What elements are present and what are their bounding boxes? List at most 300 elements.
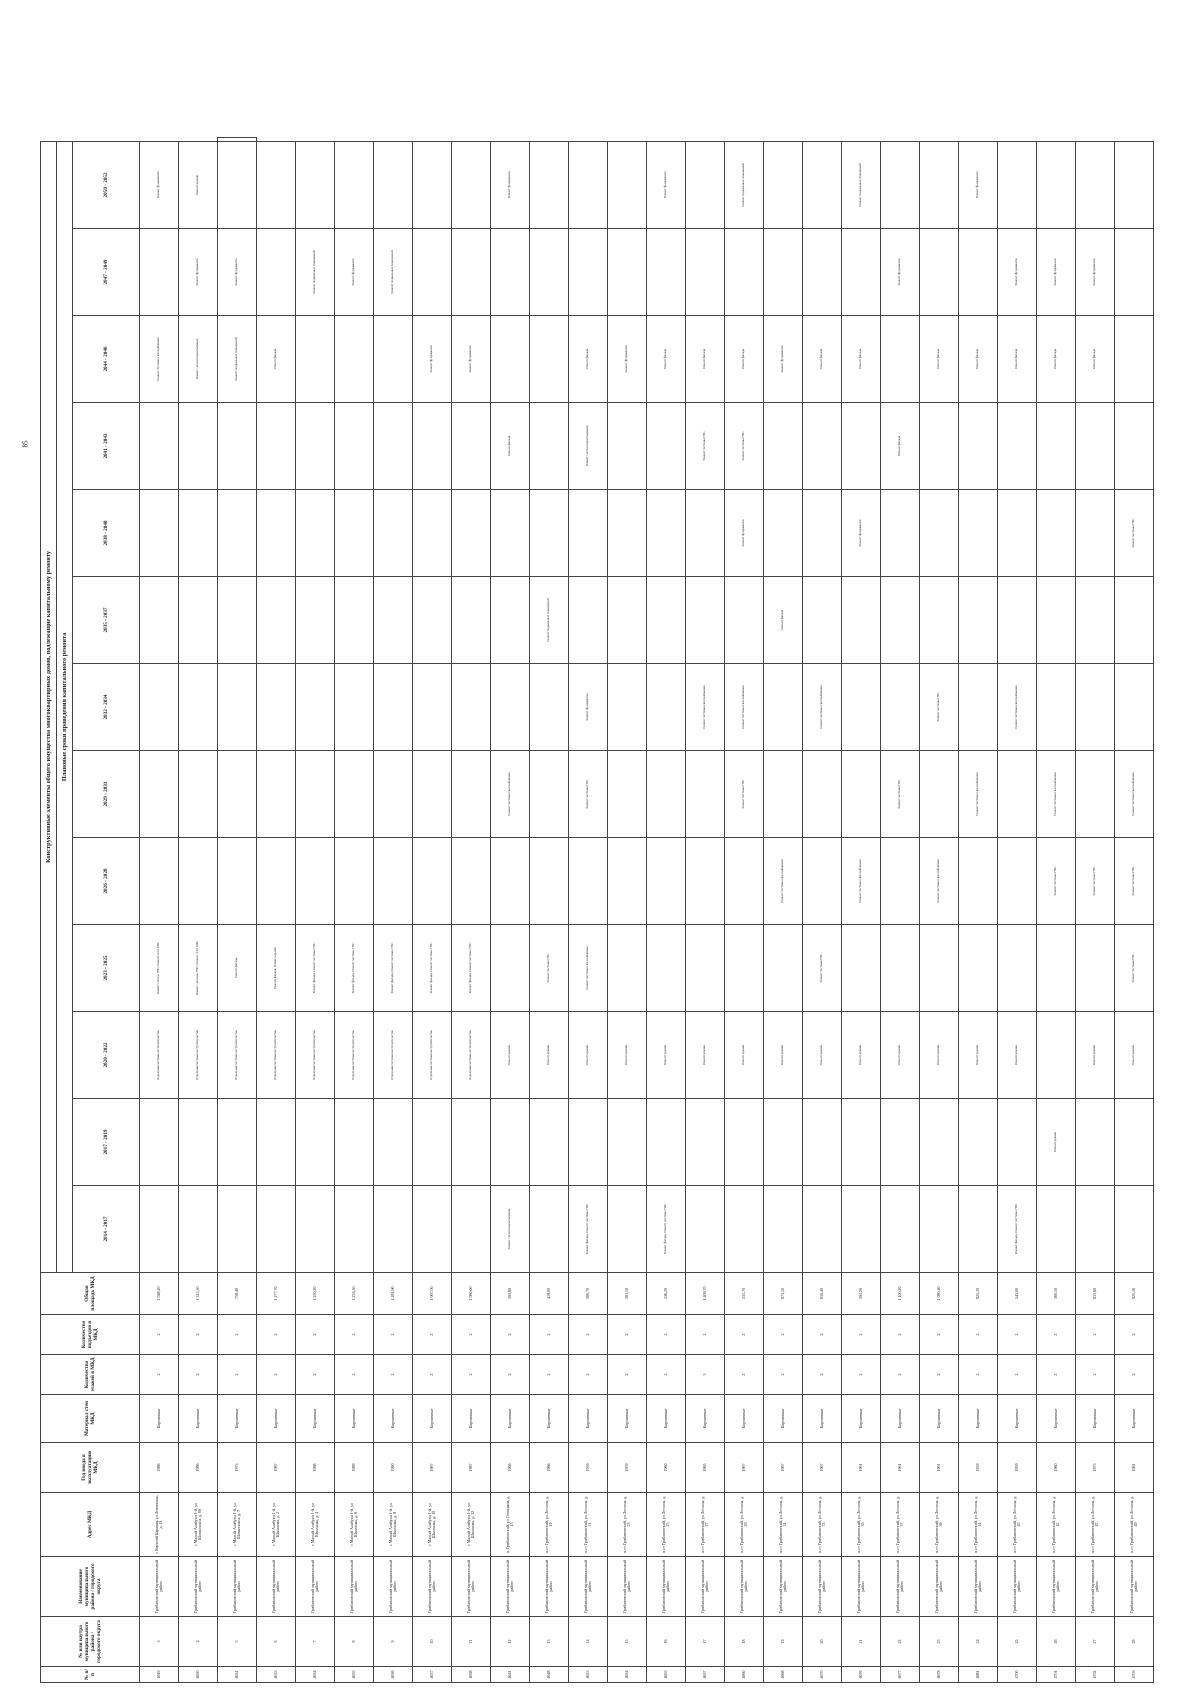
cell-address: с Малый Алабухи 1-й, ул Школьная, д. 4 [296, 1493, 335, 1557]
cell-period-7 [1115, 577, 1154, 664]
cell-period-10: Ремонт фасада [842, 316, 881, 403]
cell-address: п.г.т Грибановский, ул Лесхоза, д. 29 [725, 1493, 764, 1557]
cell-period-9: Ремонт фасада [881, 403, 920, 490]
cell-n: 4676 [842, 1667, 881, 1683]
cell-floors: 2 [413, 1355, 452, 1395]
cell-district: Грибановский муниципальный район [1037, 1557, 1076, 1617]
cell-n: 4637 [413, 1667, 452, 1683]
cell-period-3: Ремонт фасада, Ремонт системы ГВС [452, 925, 491, 1012]
cell-entrances: 2 [179, 1315, 218, 1355]
cell-code: 5 [218, 1617, 257, 1667]
cell-period-0 [764, 1186, 803, 1273]
table-title: Конструктивные элементы общего имущества многоквартирных домов, подлежащие капитальному ремонту [41, 141, 57, 1272]
cell-period-5: Ремонт системы газоснабжения [1115, 751, 1154, 838]
cell-wall: Кирпичные [452, 1395, 491, 1443]
cell-district: Грибановский муниципальный район [686, 1557, 725, 1617]
cell-period-5 [218, 751, 257, 838]
cell-period-0 [725, 1186, 764, 1273]
cell-n: 4641 [491, 1667, 530, 1683]
cell-entrances: 2 [725, 1315, 764, 1355]
cell-period-4: Ремонт системы газоснабжения [764, 838, 803, 925]
cell-period-4 [413, 838, 452, 925]
cell-period-12 [452, 141, 491, 228]
cell-period-3: Ремонт фасада [218, 925, 257, 1012]
cell-area: 1 080,40 [920, 1273, 959, 1315]
cell-period-3 [764, 925, 803, 1012]
cell-period-9 [998, 403, 1037, 490]
table-row [530, 138, 569, 1683]
cell-year: 1988 [296, 1443, 335, 1493]
cell-address: п.г.т Грибановский, ул Лесхоза, д. 37 [881, 1493, 920, 1557]
cell-period-10: Ремонт фундамента [608, 316, 647, 403]
cell-period-8 [1076, 490, 1115, 577]
cell-n: 4648 [530, 1667, 569, 1683]
cell-period-10: Ремонт систем водоотведения [179, 316, 218, 403]
cell-period-3 [842, 925, 881, 1012]
cell-n: 4633 [257, 1667, 296, 1683]
cell-period-2: Ремонт крыши [725, 1012, 764, 1099]
table-row [374, 138, 413, 1683]
cell-area: 1 100,20 [881, 1273, 920, 1315]
cell-period-9 [296, 403, 335, 490]
cell-period-6: Ремонт системы газоснабжения [686, 664, 725, 751]
cell-period-9 [1037, 403, 1076, 490]
cell-period-9 [413, 403, 452, 490]
cell-period-3: Ремонт фасада, Ремонт системы ГВС [296, 925, 335, 1012]
period-header-5: 2029 - 2031 [73, 751, 140, 838]
period-header-3: 2023 - 2025 [73, 925, 140, 1012]
cell-period-5 [140, 751, 179, 838]
cell-district: Грибановский муниципальный район [803, 1557, 842, 1617]
cell-entrances: 2 [257, 1315, 296, 1355]
cell-period-5 [374, 751, 413, 838]
cell-code: 20 [803, 1617, 842, 1667]
table-row [1037, 138, 1076, 1683]
cell-period-8 [1037, 490, 1076, 577]
cell-wall: Кирпичные [257, 1395, 296, 1443]
cell-area: 591,20 [842, 1273, 881, 1315]
cell-entrances: 2 [335, 1315, 374, 1355]
rotated-table-wrapper [40, 137, 1163, 1683]
cell-year: 1987 [413, 1443, 452, 1493]
cell-period-11: Ремонт подвальных помещений [374, 229, 413, 316]
cell-floors: 2 [920, 1355, 959, 1395]
cell-period-11: Ремонт подвальных помещений [296, 229, 335, 316]
cell-period-9 [1115, 403, 1154, 490]
cell-entrances: 2 [959, 1315, 998, 1355]
cell-period-7 [140, 577, 179, 664]
cell-period-7 [920, 577, 959, 664]
cell-address: с Малый Алабухи 1-й, ул Школьная, д. 10 [413, 1493, 452, 1557]
cell-period-0 [920, 1186, 959, 1273]
cell-period-8 [608, 490, 647, 577]
cell-district: Грибановский муниципальный район [569, 1557, 608, 1617]
cell-period-10: Ремонт фасада [686, 316, 725, 403]
cell-period-2: Ремонт крыши [569, 1012, 608, 1099]
cell-code: 4 [179, 1617, 218, 1667]
cell-floors: 2 [1076, 1355, 1115, 1395]
cell-period-7 [413, 577, 452, 664]
cell-period-10 [491, 316, 530, 403]
cell-period-0 [1037, 1186, 1076, 1273]
cell-code: 24 [959, 1617, 998, 1667]
cell-n: 4657 [686, 1667, 725, 1683]
cell-period-5 [764, 751, 803, 838]
cell-period-8 [374, 490, 413, 577]
cell-period-2: Ремонт крыши [920, 1012, 959, 1099]
table-row [179, 138, 218, 1683]
cell-period-0 [686, 1186, 725, 1273]
cell-code: 26 [1037, 1617, 1076, 1667]
cell-period-9 [647, 403, 686, 490]
cell-period-1: Ремонт крыши [1037, 1099, 1076, 1186]
cell-code: 10 [413, 1617, 452, 1667]
cell-period-0 [1115, 1186, 1154, 1273]
cell-wall: Кирпичные [1076, 1395, 1115, 1443]
cell-period-1 [452, 1099, 491, 1186]
cell-period-9 [452, 403, 491, 490]
cell-code: 3 [140, 1617, 179, 1667]
period-header-2: 2020 - 2022 [73, 1012, 140, 1099]
cell-period-12 [218, 141, 257, 228]
cell-period-0: Ремонт фасада, Ремонт системы ГВС [998, 1186, 1037, 1273]
table-row [296, 138, 335, 1683]
cell-period-1 [179, 1099, 218, 1186]
cell-period-12 [881, 141, 920, 228]
cell-period-3 [920, 925, 959, 1012]
cell-period-9: Ремонт фасада [491, 403, 530, 490]
cell-area: 825,10 [959, 1273, 998, 1315]
capital-repair-table [40, 137, 1154, 1683]
cell-period-4: Ремонт системы газоснабжения [842, 838, 881, 925]
col-header-3: Адрес МКД [41, 1493, 140, 1557]
cell-wall: Кирпичные [530, 1395, 569, 1443]
cell-period-5 [413, 751, 452, 838]
cell-area: 1 048,20 [140, 1273, 179, 1315]
cell-period-4 [335, 838, 374, 925]
cell-code: 21 [842, 1617, 881, 1667]
cell-period-2: Отдельная система на строительство [335, 1012, 374, 1099]
cell-period-2: Ремонт крыши [764, 1012, 803, 1099]
cell-area: 610,40 [803, 1273, 842, 1315]
cell-address: п.г.т Грибановский, ул Лесхоза, д. 33 [803, 1493, 842, 1557]
cell-code: 9 [374, 1617, 413, 1667]
cell-area: 673,10 [764, 1273, 803, 1315]
cell-period-8 [140, 490, 179, 577]
cell-entrances: 2 [764, 1315, 803, 1355]
cell-period-11 [140, 229, 179, 316]
cell-period-2: Ремонт крыши [959, 1012, 998, 1099]
cell-period-10: Ремонт фасада [647, 316, 686, 403]
cell-year: 1966 [530, 1443, 569, 1493]
cell-period-1 [530, 1099, 569, 1186]
cell-wall: Кирпичные [218, 1395, 257, 1443]
cell-period-10 [296, 316, 335, 403]
cell-entrances: 2 [296, 1315, 335, 1355]
cell-period-4 [179, 838, 218, 925]
cell-area: 1 409,70 [686, 1273, 725, 1315]
col-header-2: Наименование муниципального района / городского округа [41, 1557, 140, 1617]
cell-period-0 [881, 1186, 920, 1273]
cell-year: 1961 [842, 1443, 881, 1493]
cell-period-8: Ремонт фундамента [842, 490, 881, 577]
cell-code: 28 [1115, 1617, 1154, 1667]
cell-address: п.г.т Грибановский, ул Лесхоза, д. 23 [608, 1493, 647, 1557]
cell-wall: Кирпичные [1115, 1395, 1154, 1443]
cell-period-10: Ремонт фасада [725, 316, 764, 403]
table-row [920, 138, 959, 1683]
cell-period-12: Ремонт подвальных помещений [842, 141, 881, 228]
cell-period-12 [764, 141, 803, 228]
cell-code: 22 [881, 1617, 920, 1667]
cell-period-8 [218, 490, 257, 577]
cell-entrances: 2 [1115, 1315, 1154, 1355]
cell-code: 11 [452, 1617, 491, 1667]
cell-period-6: Ремонт фундамента [569, 664, 608, 751]
cell-district: Грибановский муниципальный район [374, 1557, 413, 1617]
cell-floors: 3 [686, 1355, 725, 1395]
cell-period-6 [413, 664, 452, 751]
cell-period-3: Ремонт фасада, Ремонт крыши [257, 925, 296, 1012]
cell-period-12: Ремонт фундамента [491, 141, 530, 228]
cell-district: Грибановский муниципальный район [296, 1557, 335, 1617]
cell-period-4 [998, 838, 1037, 925]
cell-period-3 [959, 925, 998, 1012]
cell-period-12 [803, 141, 842, 228]
cell-period-11 [530, 229, 569, 316]
cell-area: 825,10 [1115, 1273, 1154, 1315]
cell-period-3 [998, 925, 1037, 1012]
cell-wall: Кирпичные [335, 1395, 374, 1443]
cell-period-0 [257, 1186, 296, 1273]
cell-wall: Кирпичные [1037, 1395, 1076, 1443]
cell-entrances: 2 [1037, 1315, 1076, 1355]
cell-period-0 [842, 1186, 881, 1273]
cell-year: 1967 [764, 1443, 803, 1493]
cell-address: п.г.т Грибановский, ул Лесхоза, д. 27 [686, 1493, 725, 1557]
cell-period-3: Ремонт фасада, Ремонт системы ГВС [374, 925, 413, 1012]
cell-period-4 [569, 838, 608, 925]
cell-period-9 [764, 403, 803, 490]
cell-period-13 [218, 138, 257, 142]
table-row [257, 138, 296, 1683]
cell-period-4 [725, 838, 764, 925]
cell-period-8 [413, 490, 452, 577]
cell-n: 4635 [335, 1667, 374, 1683]
cell-period-4 [140, 838, 179, 925]
cell-district: Грибановский муниципальный район [257, 1557, 296, 1617]
cell-wall: Кирпичные [179, 1395, 218, 1443]
cell-year: 1967 [803, 1443, 842, 1493]
cell-period-3 [881, 925, 920, 1012]
cell-period-7 [257, 577, 296, 664]
cell-floors: 2 [842, 1355, 881, 1395]
cell-period-3: Ремонт системы ГВС [1115, 925, 1154, 1012]
cell-period-10: Ремонт фасада [257, 316, 296, 403]
cell-floors: 2 [725, 1355, 764, 1395]
cell-period-1 [491, 1099, 530, 1186]
cell-code: 15 [608, 1617, 647, 1667]
cell-period-9 [179, 403, 218, 490]
cell-wall: Кирпичные [998, 1395, 1037, 1443]
period-header-7: 2035 - 2037 [73, 577, 140, 664]
cell-period-12 [1037, 141, 1076, 228]
cell-period-4 [881, 838, 920, 925]
cell-period-4: Ремонт системы ГВС [1037, 838, 1076, 925]
cell-entrances: 2 [842, 1315, 881, 1355]
cell-period-6 [647, 664, 686, 751]
table-row [959, 138, 998, 1683]
cell-period-9 [530, 403, 569, 490]
cell-area: 395,80 [491, 1273, 530, 1315]
cell-period-10: Ремонт фасада [920, 316, 959, 403]
cell-entrances: 2 [452, 1315, 491, 1355]
cell-floors: 2 [1037, 1355, 1076, 1395]
cell-code: 8 [335, 1617, 374, 1667]
cell-address: п.г.т Грибановский, ул Лесхоза, д. 45 [1037, 1493, 1076, 1557]
cell-period-7 [686, 577, 725, 664]
cell-period-11 [569, 229, 608, 316]
cell-wall: Кирпичные [881, 1395, 920, 1443]
cell-period-3: Ремонт систем ГВС, Ремонт сети ХВС [140, 925, 179, 1012]
cell-n: 4681 [959, 1667, 998, 1683]
cell-wall: Кирпичные [491, 1395, 530, 1443]
cell-district: Грибановский муниципальный район [1115, 1557, 1154, 1617]
period-header-4: 2026 - 2028 [73, 838, 140, 925]
cell-period-7 [803, 577, 842, 664]
cell-year: 1959 [959, 1443, 998, 1493]
cell-period-12 [998, 141, 1037, 228]
cell-entrances: 2 [686, 1315, 725, 1355]
cell-floors: 2 [335, 1355, 374, 1395]
cell-entrances: 2 [140, 1315, 179, 1355]
cell-period-4: Ремонт системы ГВС [1115, 838, 1154, 925]
cell-wall: Кирпичные [140, 1395, 179, 1443]
cell-code: 27 [1076, 1617, 1115, 1667]
cell-entrances: 2 [998, 1315, 1037, 1355]
cell-period-12 [530, 141, 569, 228]
cell-code: 14 [569, 1617, 608, 1667]
cell-area: 1 080,00 [452, 1273, 491, 1315]
cell-period-5: Ремонт системы ГВС [725, 751, 764, 838]
cell-period-1 [257, 1099, 296, 1186]
cell-period-7 [296, 577, 335, 664]
cell-year: 1987 [257, 1443, 296, 1493]
cell-period-8 [959, 490, 998, 577]
cell-period-12: Ремонт фундамента [140, 141, 179, 228]
cell-period-11 [725, 229, 764, 316]
cell-period-10: Ремонт фундамента [764, 316, 803, 403]
cell-period-9 [959, 403, 998, 490]
cell-year: 1981 [1115, 1443, 1154, 1493]
col-header-7: Количество подъездов в МКД [41, 1315, 140, 1355]
cell-period-12 [1076, 141, 1115, 228]
cell-period-11 [413, 229, 452, 316]
cell-entrances: 2 [218, 1315, 257, 1355]
cell-n: 4655 [647, 1667, 686, 1683]
cell-code: 16 [647, 1617, 686, 1667]
cell-period-11: Ремонт фундамента [1076, 229, 1115, 316]
table-row [491, 138, 530, 1683]
cell-period-2: Отдельная система на строительство [179, 1012, 218, 1099]
cell-period-5 [1076, 751, 1115, 838]
cell-period-10: Ремонт фасада [959, 316, 998, 403]
cell-period-6 [257, 664, 296, 751]
cell-n: 4678 [920, 1667, 959, 1683]
cell-period-9 [803, 403, 842, 490]
cell-period-9: Ремонт системы ГВС [725, 403, 764, 490]
cell-period-7 [998, 577, 1037, 664]
cell-floors: 2 [998, 1355, 1037, 1395]
cell-period-2: Ремонт крыши [608, 1012, 647, 1099]
cell-period-1 [647, 1099, 686, 1186]
cell-entrances: 2 [1076, 1315, 1115, 1355]
cell-period-11: Ремонт фундамента [218, 229, 257, 316]
cell-period-0 [179, 1186, 218, 1273]
cell-period-8 [179, 490, 218, 577]
cell-period-9 [218, 403, 257, 490]
cell-n: 4631 [218, 1667, 257, 1683]
cell-district: Грибановский муниципальный район [491, 1557, 530, 1617]
table-row [335, 138, 374, 1683]
cell-period-6 [608, 664, 647, 751]
cell-period-2: Отдельная система на строительство [413, 1012, 452, 1099]
cell-period-6 [179, 664, 218, 751]
cell-area: 758,40 [218, 1273, 257, 1315]
cell-n: 4653 [569, 1667, 608, 1683]
cell-district: Грибановский муниципальный район [1076, 1557, 1115, 1617]
table-row [218, 138, 257, 1683]
cell-district: Грибановский муниципальный район [998, 1557, 1037, 1617]
table-row [686, 138, 725, 1683]
cell-period-6 [881, 664, 920, 751]
cell-period-2: Ремонт крыши [647, 1012, 686, 1099]
cell-floors: 2 [296, 1355, 335, 1395]
cell-period-2: Ремонт крыши [998, 1012, 1037, 1099]
cell-period-12: Ремонт крыши [179, 141, 218, 228]
table-row [1115, 138, 1154, 1683]
cell-period-8 [881, 490, 920, 577]
cell-floors: 2 [881, 1355, 920, 1395]
cell-period-2: Отдельная система на строительство [452, 1012, 491, 1099]
cell-period-2: Отдельная система на строительство [374, 1012, 413, 1099]
cell-period-4 [959, 838, 998, 925]
cell-address: п.г.т Грибановский, ул Лесхоза, д. 21 [569, 1493, 608, 1557]
cell-district: Грибановский муниципальный район [335, 1557, 374, 1617]
cell-period-6 [842, 664, 881, 751]
cell-period-4 [686, 838, 725, 925]
cell-period-1 [803, 1099, 842, 1186]
cell-period-4 [452, 838, 491, 925]
cell-address: п.г.т Грибановский, ул Лесхоза, д. 43 [998, 1493, 1037, 1557]
cell-period-12 [686, 141, 725, 228]
cell-period-11 [959, 229, 998, 316]
cell-period-1 [140, 1099, 179, 1186]
cell-floors: 2 [803, 1355, 842, 1395]
cell-period-4 [803, 838, 842, 925]
cell-period-0 [413, 1186, 452, 1273]
cell-period-2: Отдельная система на строительство [296, 1012, 335, 1099]
cell-period-3 [686, 925, 725, 1012]
cell-period-2: Отдельная система на строительство [257, 1012, 296, 1099]
cell-wall: Кирпичные [647, 1395, 686, 1443]
cell-period-4 [530, 838, 569, 925]
cell-district: Грибановский муниципальный район [140, 1557, 179, 1617]
cell-year: 1975 [1076, 1443, 1115, 1493]
cell-code: 6 [257, 1617, 296, 1667]
cell-period-11 [842, 229, 881, 316]
cell-period-8 [296, 490, 335, 577]
